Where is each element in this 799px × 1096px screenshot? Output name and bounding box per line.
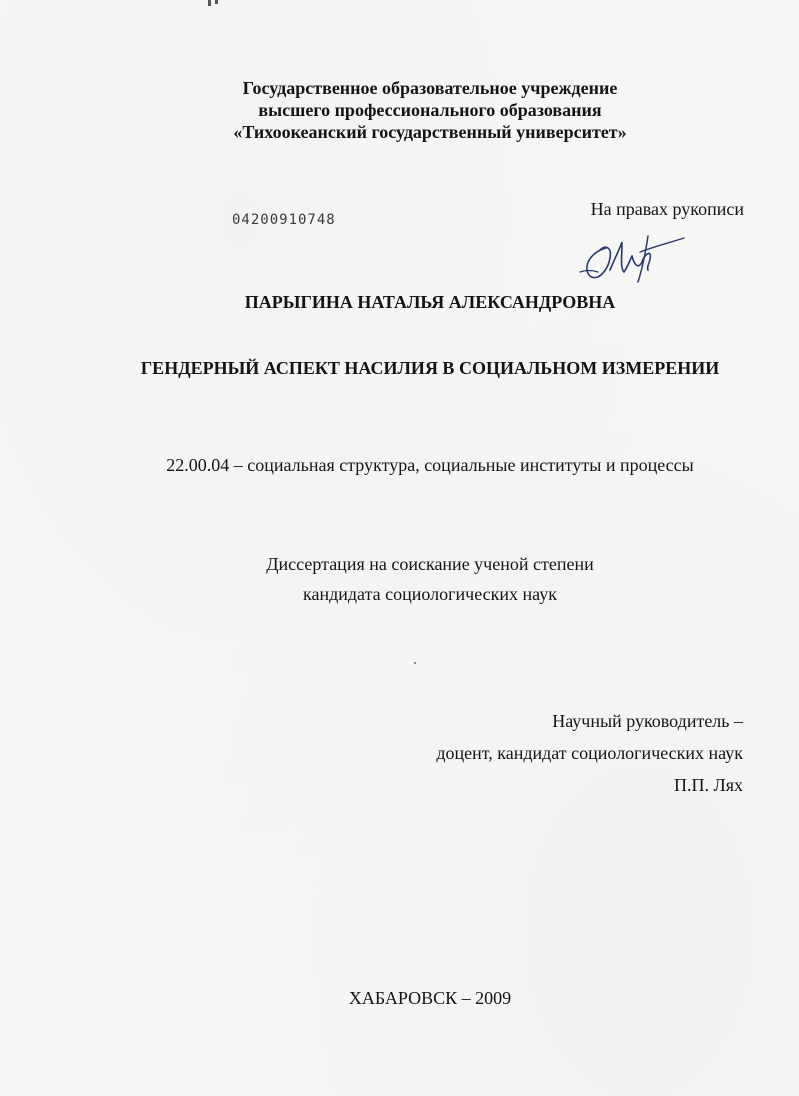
supervisor-credentials: доцент, кандидат социологических наук	[436, 743, 743, 763]
scan-mark	[215, 0, 218, 4]
registration-code: 04200910748	[232, 212, 336, 228]
signature-icon	[576, 226, 686, 286]
degree-statement	[0, 549, 799, 609]
institution-line-3: «Тихоокеанский государственный университет»	[233, 122, 627, 142]
institution-line-1: Государственное образовательное учреждение	[242, 78, 618, 98]
thesis-title: ГЕНДЕРНЫЙ АСПЕКТ НАСИЛИЯ В СОЦИАЛЬНОМ ИЗМЕРЕНИИ	[140, 358, 720, 378]
degree-line-1: Диссертация на соискание ученой степени	[266, 554, 594, 574]
institution-header	[0, 77, 799, 143]
supervisor-block	[436, 705, 743, 801]
institution-line-2: высшего профессионального образования	[258, 100, 602, 120]
author-name: ПАРЫГИНА НАТАЛЬЯ АЛЕКСАНДРОВНА	[244, 292, 616, 312]
specialty-code: 22.00.04 – социальная структура, социальные институты и процессы	[166, 455, 694, 475]
supervisor-name: П.П. Лях	[674, 775, 743, 795]
scan-mark	[208, 0, 211, 6]
scan-speck	[414, 662, 416, 664]
rights-note: На правах рукописи	[590, 199, 744, 219]
supervisor-label: Научный руководитель –	[552, 711, 743, 731]
degree-line-2: кандидата социологических наук	[303, 584, 557, 604]
city-year: ХАБАРОВСК – 2009	[348, 988, 512, 1008]
